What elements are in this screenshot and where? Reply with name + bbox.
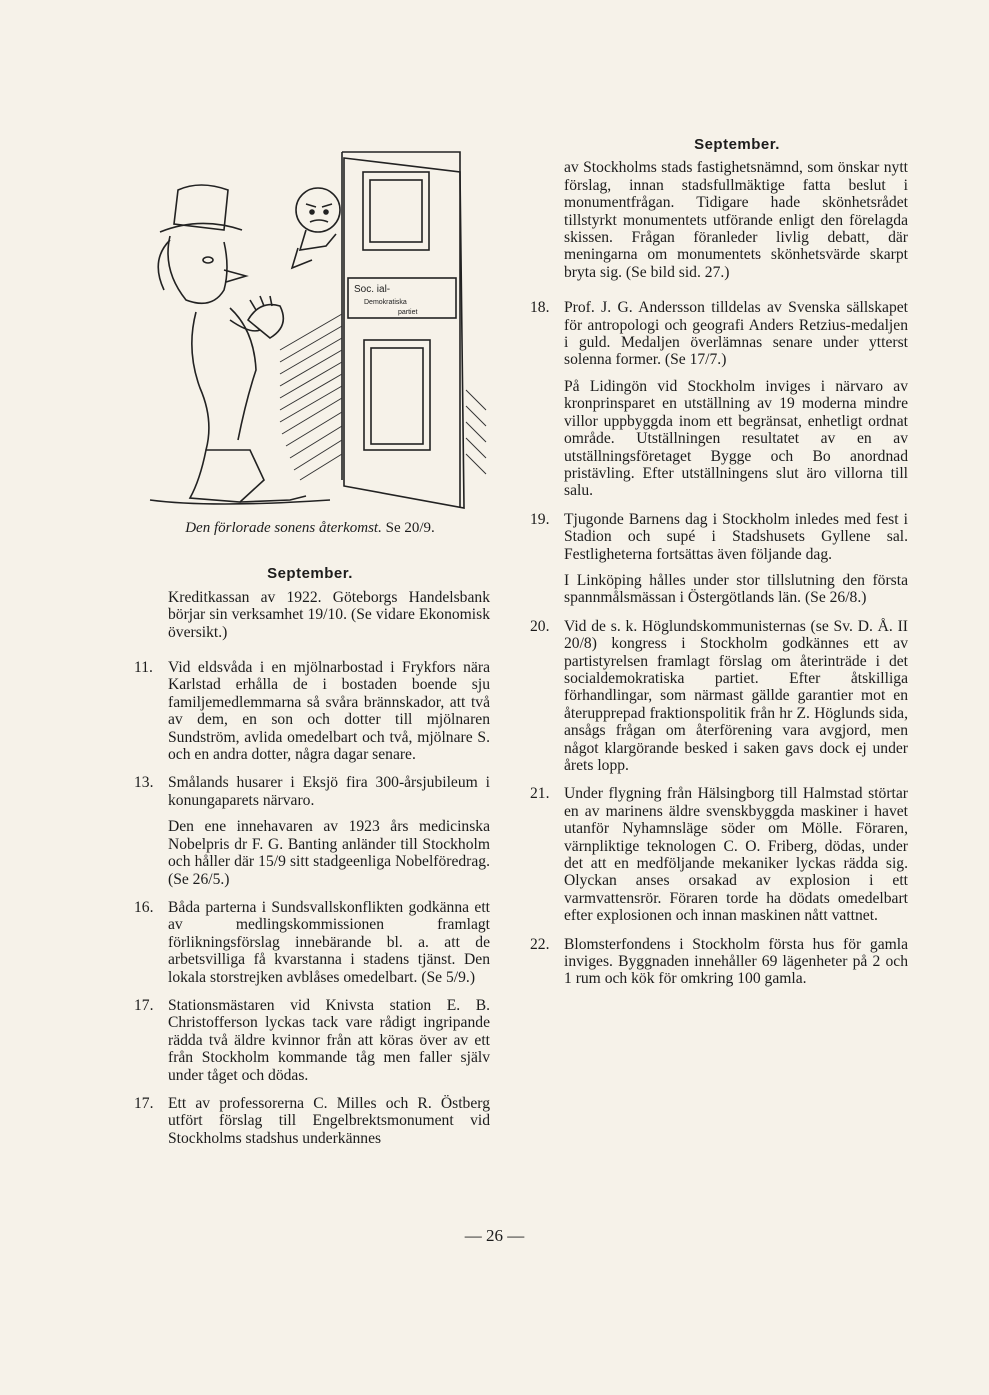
entry-body	[168, 899, 490, 986]
entry-date: 17.	[134, 1094, 154, 1112]
entry-date: 17.	[134, 996, 154, 1014]
entry-body	[564, 511, 908, 607]
entry-date: 21.	[530, 785, 550, 803]
entry-paragraph: Tjugonde Barnens dag i Stockholm inledes med fest i Stadion och supé i Stadshusets Gyllene sal. Festligheterna fortsättas även följande dag.	[564, 510, 908, 563]
left-entries	[130, 659, 490, 1147]
entry-date: 20.	[530, 617, 550, 635]
left-heading: September.	[267, 565, 353, 583]
entry-date: 16.	[134, 898, 154, 916]
page-number: — 26 —	[464, 1226, 525, 1245]
entry-paragraph: På Lidingön vid Stockholm inviges i närvaro av kronprinsparet en utställning av 19 moderna mindre villor uppbyggda inom ett begränsat, enhetligt ordnat område. Utställningen resultatet av en av utställningsföretaget Bygge och Bo anordnad pristävling. Efter utställningens slut äro villorna till salu.	[564, 377, 908, 500]
left-lead-paragraph: Kreditkassan av 1922. Göteborgs Handelsbank börjar sin verksamhet 19/10. (Se vidare Ekonomisk översikt.)	[168, 588, 490, 641]
entry-paragraph: Blomsterfondens i Stockholm första hus för gamla inviges. Byggnaden innehåller 69 lägenheter på 2 och 1 rum och kök för omkring 100 gamla.	[564, 935, 908, 988]
door-sign-line-3: partiet	[398, 309, 418, 316]
door-sign-line-2: Demokratiska	[364, 299, 407, 306]
entry-body	[564, 936, 908, 988]
entry-paragraph: Stationsmästaren vid Knivsta station E. B. Christofferson lyckas tack vare rådigt ingripande rädda två äldre kvinnor från att köras över av ett från Stockholm kommande tåg men faller själv under tåget och dödas.	[168, 996, 490, 1084]
entry-body	[564, 618, 908, 775]
entry	[130, 997, 490, 1084]
entry-body	[168, 659, 490, 763]
entry-date: 11.	[134, 659, 153, 677]
door-sign-line-1: Soc. ial-	[354, 284, 391, 295]
entry-body	[564, 785, 908, 924]
entry	[526, 511, 908, 607]
cartoon-illustration	[130, 150, 490, 520]
entry-body	[168, 1095, 490, 1147]
caption-title: Den förlorade sonens återkomst.	[185, 520, 382, 536]
entry	[130, 774, 490, 887]
entry-paragraph: Vid de s. k. Höglundskommunisternas (se Sv. D. Å. II 20/8) kongress i Stockholm godkännes ett av partistyrelsen framlagt förslag om återinträde i det socialdemokratiska partiet. Efter åtskilliga förhandlingar, som närmast gällde garantier mot en återupprepad fraktionspolitik från hr Z. Höglunds sida, ansågs frågan om återförening vara avgjord, men något klargörande besked i saken gavs dock ej under årets lopp.	[564, 617, 908, 774]
entry-paragraph: Smålands husarer i Eksjö fira 300-årsjubileum i konungaparets närvaro.	[168, 774, 490, 809]
entry-body	[168, 997, 490, 1084]
entry-date: 19.	[530, 510, 550, 528]
right-entries	[526, 299, 908, 988]
entry	[130, 899, 490, 986]
entry-body	[564, 299, 908, 499]
entry-paragraph: I Linköping hålles under stor tillslutning den första spannmålsmässan i Östergötlands län. (Se 26/8.)	[564, 571, 908, 607]
entry-paragraph: Båda parterna i Sundsvallskonflikten godkänna ett av medlingskommissionen framlagt förlikningsförslag innebärande bl. a. att de arbetsvilliga få kvarstanna i stadens tjänst. Den lokala storstrejken avblåses omedelbart. (Se 5/9.)	[168, 898, 490, 986]
cartoon-prodigal-son-icon	[130, 150, 490, 520]
entry-body	[168, 774, 490, 887]
right-lead-paragraph: av Stockholms stads fastighetsnämnd, som önskar nytt förslag, innan stadsfullmäktige fatta beslut i monumentfrågan. Tidigare hade skönhetsrådet tillstyrkt monumentets utförande enligt den förelagda skissen. Frågan föranleder livlig debatt, där meningarna om monumentets skönhetsvärde skarpt bryta sig. (Se bild sid. 27.)	[564, 159, 908, 281]
entry-paragraph: Vid eldsvåda i en mjölnarbostad i Frykfors nära Karlstad erhålla de i bostaden boende sju familjemedlemmarna så svåra brännskador, att två av dem, en son och dotter till mjölnaren Sundström, avlida omedelbart och två, mjölnare S. och en andra dotter, några dagar senare.	[168, 659, 490, 764]
entry	[130, 1095, 490, 1147]
caption-reference: Se 20/9.	[385, 520, 435, 536]
entry-date: 18.	[530, 299, 550, 317]
entry-date: 13.	[134, 774, 154, 792]
entry-paragraph: Den ene innehavaren av 1923 års medicinska Nobelpris dr F. G. Banting anländer till Stockholm och håller där 15/9 sitt stadgeenliga Nobelföredrag. (Se 26/5.)	[168, 818, 490, 888]
entry-date: 22.	[530, 935, 550, 953]
entry	[526, 785, 908, 924]
entry-paragraph: Under flygning från Hälsingborg till Halmstad störtar en av marinens äldre svenskbyggda maskiner i havet utanför Nyhamnsläge söder om Mölle. Föraren, värnpliktige teknologen C. O. Friberg, dödas, under det att en medföljande mekaniker lyckas rädda sig. Olyckan anses orsakad av explosion i ett varmvattensrör. Föraren torde ha dödats omedelbart efter explosionen och innan maskinen nått vattnet.	[564, 785, 908, 925]
right-heading: September.	[694, 136, 780, 153]
entry-paragraph: Prof. J. G. Andersson tilldelas av Svenska sällskapet för antropologi och geografi Anders Retzius-medaljen i guld. Medaljen överlämnas senare under ytterst solenna former. (Se 17/7.)	[564, 299, 908, 369]
entry	[526, 299, 908, 499]
entry-paragraph: Ett av professorerna C. Milles och R. Östberg utfört förslag till Engelbrektsmonument vid Stockholms stadshus underkännes	[168, 1094, 490, 1147]
left-column	[130, 150, 490, 1158]
entry	[526, 936, 908, 988]
right-column	[526, 136, 908, 999]
entry	[130, 659, 490, 763]
illustration-caption	[130, 520, 490, 537]
entry	[526, 618, 908, 775]
